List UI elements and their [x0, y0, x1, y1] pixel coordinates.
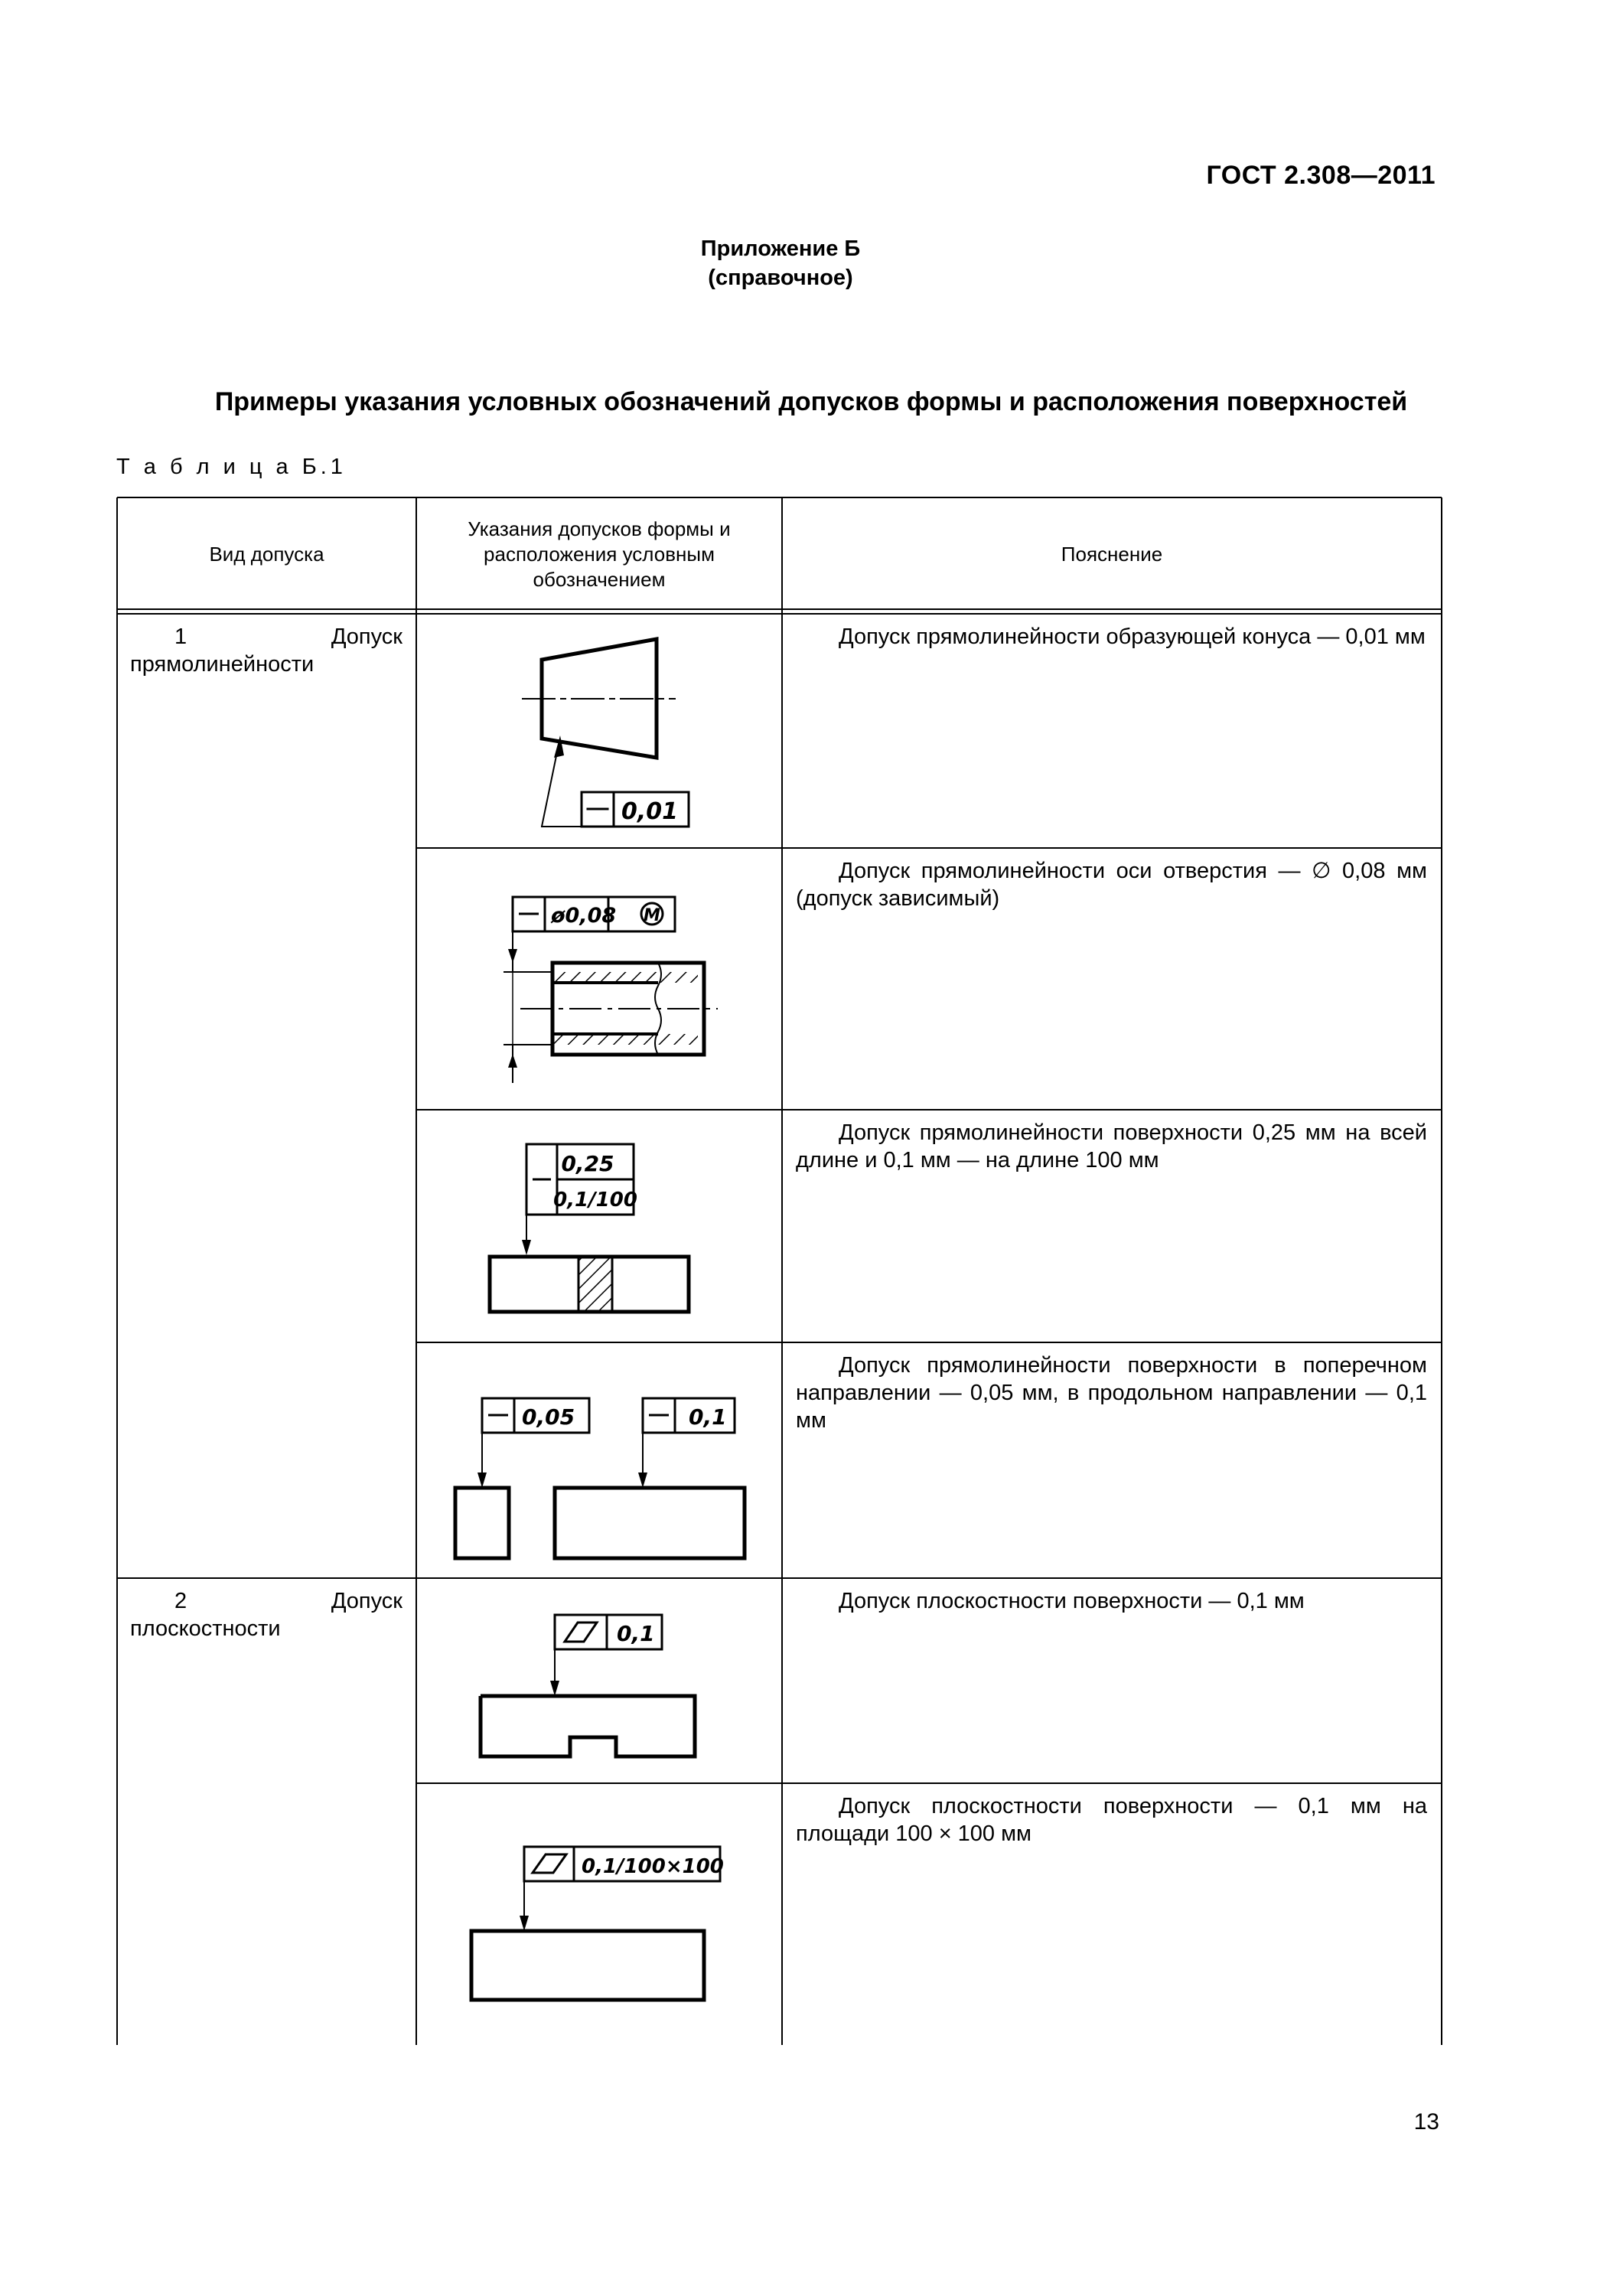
modifier-symbol: M: [644, 906, 660, 925]
explanation-text: Допуск прямолинейности образующей конуса — 0,01 мм: [839, 625, 1426, 649]
drawing-flatness: [467, 1596, 719, 1772]
drawing-axis-straightness: [474, 865, 727, 1094]
page-title: Примеры указания условных обозначений допусков формы и расположения поверхностей: [214, 387, 1408, 416]
header-designation: Указания допусков формы и расположения условным обозначением: [468, 517, 731, 591]
table-caption: Т а б л и ц а Б.1: [116, 455, 347, 479]
category-flatness-label: 2 Допуск плоскостности: [130, 1589, 402, 1641]
explanation-text: Допуск плоскостности поверхности — 0,1 мм: [839, 1589, 1305, 1613]
category-straightness-label: 1 Допуск прямолинейности: [130, 625, 402, 677]
explanation-text: Допуск прямолинейности поверхности в поперечном направлении — 0,05 мм, в продольном направлении — 0,1 мм: [796, 1353, 1427, 1433]
drawing-surface-straightness-directions: [436, 1362, 758, 1569]
explanation-row-5: [796, 1587, 1427, 1615]
frame-value: 0,01: [621, 798, 679, 825]
frame-value-unit-length: 0,1/100: [553, 1189, 637, 1212]
header-tolerance-type: Вид допуска: [209, 542, 324, 566]
explanation-text: Допуск прямолинейности поверхности 0,25 мм на всей длине и 0,1 мм — на длине 100 мм: [796, 1120, 1427, 1172]
explanation-text: Допуск плоскостности поверхности — 0,1 мм на площади 100 × 100 мм: [796, 1794, 1427, 1846]
frame-value: 0,1/100×100: [582, 1855, 724, 1878]
frame-value-transverse: 0,05: [522, 1404, 575, 1430]
category-flatness: [130, 1587, 402, 1642]
frame-value: ø0,08: [551, 904, 617, 928]
explanation-text: Допуск прямолинейности оси отверстия — ∅ 0,08 мм (допуск зависимый): [796, 859, 1427, 911]
frame-value: 0,1: [617, 1621, 655, 1646]
explanation-row-6: [796, 1792, 1427, 1848]
annex-title: Приложение Б: [700, 236, 861, 261]
frame-value-longitudinal: 0,1: [689, 1404, 727, 1430]
drawing-surface-straightness-length: [474, 1125, 727, 1332]
page-number: 13: [1413, 2109, 1439, 2135]
explanation-row-4: [796, 1352, 1427, 1434]
annex-kind: (справочное): [708, 266, 853, 290]
annex-heading: [612, 234, 949, 292]
document-code: ГОСТ 2.308—2011: [1206, 161, 1436, 190]
frame-value-total: 0,25: [561, 1151, 614, 1176]
drawing-cone-straightness: [459, 624, 735, 842]
explanation-row-2: [796, 857, 1427, 912]
category-straightness: [130, 623, 402, 678]
header-explanation: Пояснение: [1061, 542, 1163, 566]
drawing-flatness-area: [459, 1833, 735, 2013]
explanation-row-1: [796, 623, 1427, 651]
explanation-row-3: [796, 1119, 1427, 1174]
